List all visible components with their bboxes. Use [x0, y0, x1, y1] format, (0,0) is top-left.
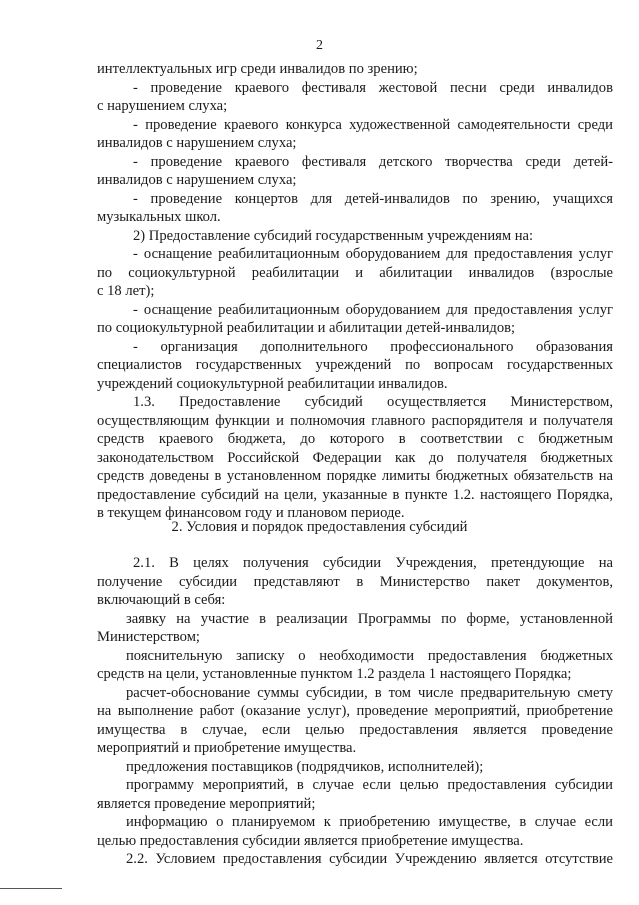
- section-heading: 2. Условия и порядок предоставления субсидий: [171, 519, 468, 535]
- text-line: - проведение концертов для детей-инвалидов по зрению, учащихся: [133, 191, 613, 207]
- text-line: программу мероприятий, в случае если целью предоставления субсидии: [126, 777, 613, 793]
- text-line: предоставление субсидий на цели, указанные в пункте 1.2. настоящего Порядка,: [97, 487, 613, 503]
- text-line: средств на цели, установленные пунктом 1.2 раздела 1 настоящего Порядка;: [97, 666, 572, 682]
- footnote-rule: [0, 888, 62, 889]
- text-line: в текущем финансовом году и плановом периоде.: [97, 505, 405, 521]
- text-line: информацию о планируемом к приобретению имуществе, в случае если: [126, 814, 613, 830]
- text-line: 2) Предоставление субсидий государственным учреждениям на:: [133, 228, 534, 244]
- text-line: по социокультурной реабилитации и абилитации детей-инвалидов;: [97, 320, 516, 336]
- text-line: - проведение краевого фестиваля жестовой песни среди инвалидов: [133, 80, 613, 96]
- text-line: учреждений социокультурной реабилитации инвалидов.: [97, 376, 448, 392]
- text-line: 1.3. Предоставление субсидий осуществляется Министерством,: [133, 394, 613, 410]
- text-line: - проведение краевого конкурса художественной самодеятельности среди: [133, 117, 613, 133]
- text-line: осуществляющим функции и полномочия главного распорядителя и получателя: [97, 413, 613, 429]
- text-line: специалистов государственных учреждений по вопросам государственных: [97, 357, 613, 373]
- text-line: имущества в случае, если целью предоставления является проведение: [97, 722, 613, 738]
- text-line: инвалидов с нарушением слуха;: [97, 172, 297, 188]
- text-line: 2.1. В целях получения субсидии Учреждения, претендующие на: [133, 555, 613, 571]
- page-number: 2: [316, 38, 323, 53]
- text-line: включающий в себя:: [97, 592, 226, 608]
- text-line: с нарушением слуха;: [97, 98, 228, 114]
- text-line: расчет-обоснование суммы субсидии, в том числе предварительную смету: [126, 685, 613, 701]
- text-line: - оснащение реабилитационным оборудованием для предоставления услуг: [133, 246, 613, 262]
- text-line: на выполнение работ (оказание услуг), проведение мероприятий, приобретение: [97, 703, 613, 719]
- text-line: средств краевого бюджета, до которого в соответствии с бюджетным: [97, 431, 613, 447]
- text-line: с 18 лет);: [97, 283, 155, 299]
- text-line: - организация дополнительного профессионального образования: [133, 339, 613, 355]
- text-line: заявку на участие в реализации Программы по форме, установленной: [126, 611, 613, 627]
- text-line: целью предоставления субсидии является приобретение имущества.: [97, 833, 524, 849]
- text-line: инвалидов с нарушением слуха;: [97, 135, 297, 151]
- text-line: музыкальных школ.: [97, 209, 221, 225]
- text-line: - проведение краевого фестиваля детского творчества среди детей-: [133, 154, 613, 170]
- text-line: по социокультурной реабилитации и абилитации инвалидов (взрослые: [97, 265, 613, 281]
- text-line: средств доведены в установленном порядке лимиты бюджетных обязательств на: [97, 468, 613, 484]
- text-line: 2.2. Условием предоставления субсидии Учреждению является отсутствие: [126, 851, 613, 867]
- text-line: Министерством;: [97, 629, 200, 645]
- text-line: мероприятий и приобретение имущества.: [97, 740, 357, 756]
- text-line: интеллектуальных игр среди инвалидов по зрению;: [97, 61, 418, 77]
- text-line: пояснительную записку о необходимости предоставления бюджетных: [126, 648, 613, 664]
- text-line: предложения поставщиков (подрядчиков, исполнителей);: [126, 759, 484, 775]
- text-line: получение субсидии представляют в Министерство пакет документов,: [97, 574, 613, 590]
- text-line: является проведение мероприятий;: [97, 796, 316, 812]
- text-line: законодательством Российской Федерации как до получателя бюджетных: [97, 450, 613, 466]
- text-line: - оснащение реабилитационным оборудованием для предоставления услуг: [133, 302, 613, 318]
